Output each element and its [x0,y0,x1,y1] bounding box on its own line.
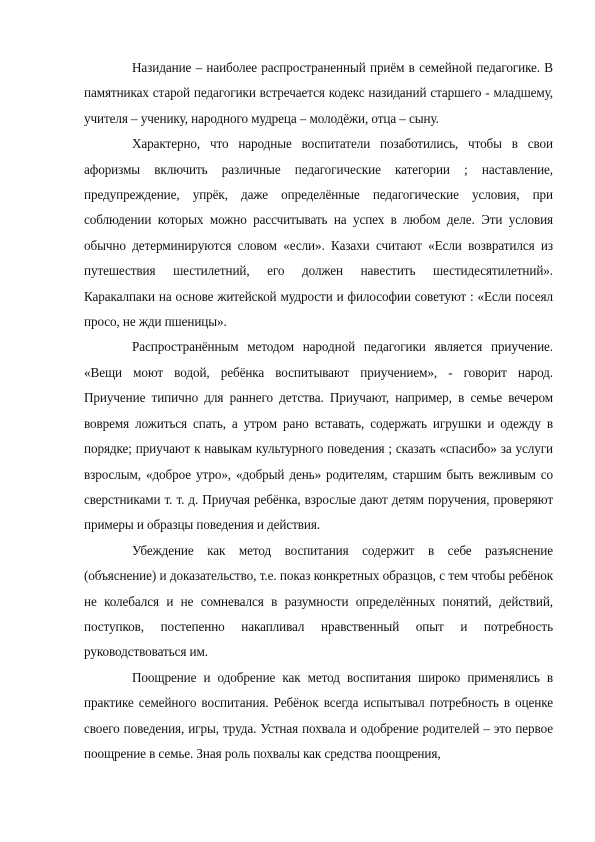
paragraph-habituation: Распространённым методом народной педагогики является приучение. «Вещи моют водой, ребёнка воспитывают приучением», - говорит народ. Приучение типично для раннего детства. Приучают, например, в семье вечером вовремя ложиться спать, а утром рано вставать, содержать игрушки и одежду в порядке; приучают к навыкам культурного поведения ; сказать «спасибо» за услуги взрослым, «доброе утро», «добрый день» родителям, старшим быть вежливым со сверстниками т. т. д. Приучая ребёнка, взрослые дают детям поручения, проверяют примеры и образцы поведения и действия. [84,339,553,533]
document-text [84,55,553,766]
paragraph-encouragement: Поощрение и одобрение как метод воспитания широко применялись в практике семейного воспитания. Ребёнок всегда испытывал потребность в оценке своего поведения, игры, труда. Устная похвала и одобрение родителей – это первое поощрение в семье. Зная роль похвалы как средства поощрения, [84,669,553,761]
paragraph-folk-aphorisms: Характерно, что народные воспитатели позаботились, чтобы в свои афоризмы включить различные педагогические категории ; наставление, предупреждение, упрёк, даже определённые педагогические условия, при соблюдении которых можно рассчитывать на успех в любом деле. Эти условия обычно детерминируются словом «если». Казахи считают «Если возвратился из путешествия шестилетний, его должен навестить шестидесятилетний». Каракалпаки на основе житейской мудрости и философии советуют : «Если посеял просо, не жди пшеницы». [84,136,553,330]
paragraph-persuasion: Убеждение как метод воспитания содержит в себе разъяснение (объяснение) и доказательство, т.е. показ конкретных образцов, с тем чтобы ребёнок не колебался и не сомневался в разумности определённых понятий, действий, поступков, постепенно накапливал нравственный опыт и потребность руководствоваться им. [84,542,553,660]
paragraph-instruction: Назидание – наиболее распространенный приём в семейной педагогике. В памятниках старой педагогики встречается кодекс назиданий старшего - младшему, учителя – ученику, народного мудреца – молодёжи, отца – сыну. [84,60,553,126]
